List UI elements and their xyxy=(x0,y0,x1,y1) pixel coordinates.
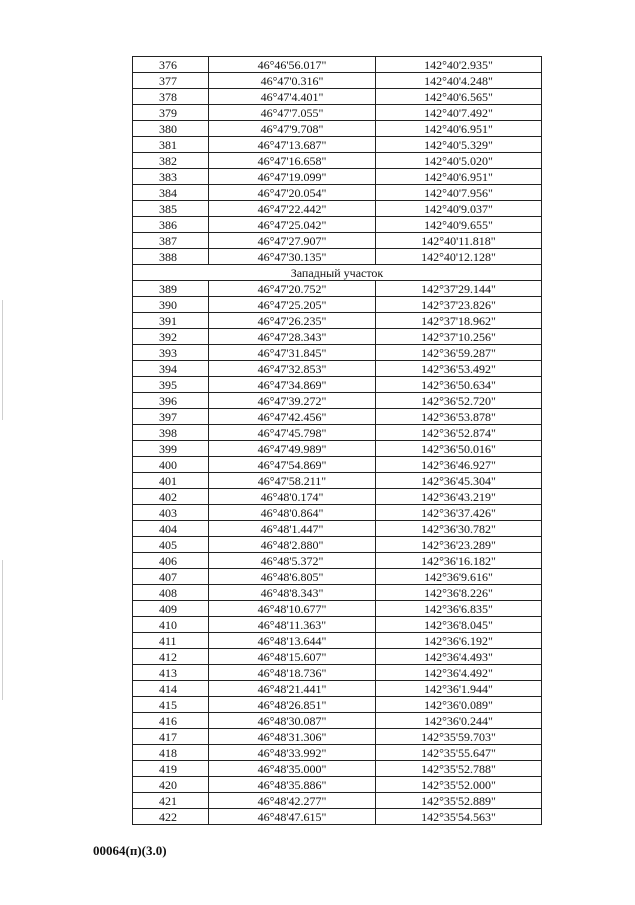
latitude-cell: 46°47'7.055" xyxy=(209,105,376,121)
table-row xyxy=(133,377,542,393)
table-row xyxy=(133,153,542,169)
table-row xyxy=(133,809,542,825)
longitude-cell: 142°36'1.944" xyxy=(376,681,542,697)
latitude-cell: 46°47'32.853" xyxy=(209,361,376,377)
longitude-cell: 142°36'8.226" xyxy=(376,585,542,601)
point-number: 384 xyxy=(133,185,209,201)
latitude-cell: 46°48'15.607" xyxy=(209,649,376,665)
latitude-cell: 46°48'1.447" xyxy=(209,521,376,537)
point-number: 388 xyxy=(133,249,209,265)
latitude-cell: 46°47'13.687" xyxy=(209,137,376,153)
point-number: 399 xyxy=(133,441,209,457)
longitude-cell: 142°36'45.304" xyxy=(376,473,542,489)
point-number: 409 xyxy=(133,601,209,617)
table-row xyxy=(133,569,542,585)
latitude-cell: 46°48'31.306" xyxy=(209,729,376,745)
longitude-cell: 142°37'10.256" xyxy=(376,329,542,345)
latitude-cell: 46°47'45.798" xyxy=(209,425,376,441)
longitude-cell: 142°40'6.951" xyxy=(376,121,542,137)
table-row xyxy=(133,745,542,761)
longitude-cell: 142°35'59.703" xyxy=(376,729,542,745)
longitude-cell: 142°36'59.287" xyxy=(376,345,542,361)
latitude-cell: 46°48'13.644" xyxy=(209,633,376,649)
longitude-cell: 142°40'5.329" xyxy=(376,137,542,153)
table-row xyxy=(133,233,542,249)
longitude-cell: 142°40'2.935" xyxy=(376,57,542,73)
latitude-cell: 46°47'20.054" xyxy=(209,185,376,201)
table-row xyxy=(133,473,542,489)
point-number: 416 xyxy=(133,713,209,729)
latitude-cell: 46°47'26.235" xyxy=(209,313,376,329)
point-number: 382 xyxy=(133,153,209,169)
table-row xyxy=(133,89,542,105)
table-row xyxy=(133,105,542,121)
longitude-cell: 142°36'0.244" xyxy=(376,713,542,729)
table-row xyxy=(133,537,542,553)
point-number: 406 xyxy=(133,553,209,569)
point-number: 389 xyxy=(133,281,209,297)
table-row xyxy=(133,441,542,457)
latitude-cell: 46°47'30.135" xyxy=(209,249,376,265)
longitude-cell: 142°37'18.962" xyxy=(376,313,542,329)
point-number: 412 xyxy=(133,649,209,665)
latitude-cell: 46°47'39.272" xyxy=(209,393,376,409)
point-number: 385 xyxy=(133,201,209,217)
longitude-cell: 142°36'52.720" xyxy=(376,393,542,409)
point-number: 422 xyxy=(133,809,209,825)
table-row xyxy=(133,425,542,441)
upper-section-rows xyxy=(133,57,542,265)
point-number: 408 xyxy=(133,585,209,601)
point-number: 407 xyxy=(133,569,209,585)
longitude-cell: 142°36'53.492" xyxy=(376,361,542,377)
point-number: 400 xyxy=(133,457,209,473)
table-row xyxy=(133,777,542,793)
table-row xyxy=(133,217,542,233)
table-row xyxy=(133,489,542,505)
longitude-cell: 142°35'55.647" xyxy=(376,745,542,761)
point-number: 421 xyxy=(133,793,209,809)
longitude-cell: 142°36'37.426" xyxy=(376,505,542,521)
latitude-cell: 46°47'0.316" xyxy=(209,73,376,89)
point-number: 387 xyxy=(133,233,209,249)
latitude-cell: 46°47'25.042" xyxy=(209,217,376,233)
table-row xyxy=(133,185,542,201)
longitude-cell: 142°37'23.826" xyxy=(376,297,542,313)
point-number: 393 xyxy=(133,345,209,361)
point-number: 401 xyxy=(133,473,209,489)
longitude-cell: 142°36'9.616" xyxy=(376,569,542,585)
latitude-cell: 46°48'21.441" xyxy=(209,681,376,697)
longitude-cell: 142°36'23.289" xyxy=(376,537,542,553)
point-number: 414 xyxy=(133,681,209,697)
longitude-cell: 142°35'52.889" xyxy=(376,793,542,809)
table-row xyxy=(133,697,542,713)
table-row xyxy=(133,313,542,329)
latitude-cell: 46°47'58.211" xyxy=(209,473,376,489)
table-row xyxy=(133,585,542,601)
table-row xyxy=(133,121,542,137)
latitude-cell: 46°47'31.845" xyxy=(209,345,376,361)
table-row xyxy=(133,393,542,409)
longitude-cell: 142°40'6.951" xyxy=(376,169,542,185)
point-number: 376 xyxy=(133,57,209,73)
point-number: 391 xyxy=(133,313,209,329)
longitude-cell: 142°36'52.874" xyxy=(376,425,542,441)
table-row xyxy=(133,345,542,361)
table-row xyxy=(133,361,542,377)
table-row xyxy=(133,457,542,473)
longitude-cell: 142°36'30.782" xyxy=(376,521,542,537)
latitude-cell: 46°48'35.000" xyxy=(209,761,376,777)
point-number: 415 xyxy=(133,697,209,713)
table-row xyxy=(133,601,542,617)
document-code: 00064(п)(3.0) xyxy=(93,843,167,858)
longitude-cell: 142°36'8.045" xyxy=(376,617,542,633)
point-number: 419 xyxy=(133,761,209,777)
latitude-cell: 46°48'35.886" xyxy=(209,777,376,793)
scan-edge-mark xyxy=(2,300,3,420)
point-number: 380 xyxy=(133,121,209,137)
point-number: 383 xyxy=(133,169,209,185)
latitude-cell: 46°47'34.869" xyxy=(209,377,376,393)
latitude-cell: 46°47'54.869" xyxy=(209,457,376,473)
table-row xyxy=(133,793,542,809)
longitude-cell: 142°36'6.835" xyxy=(376,601,542,617)
longitude-cell: 142°40'6.565" xyxy=(376,89,542,105)
latitude-cell: 46°48'18.736" xyxy=(209,665,376,681)
table-row xyxy=(133,665,542,681)
latitude-cell: 46°47'28.343" xyxy=(209,329,376,345)
table-row xyxy=(133,553,542,569)
latitude-cell: 46°48'33.992" xyxy=(209,745,376,761)
longitude-cell: 142°35'52.788" xyxy=(376,761,542,777)
point-number: 390 xyxy=(133,297,209,313)
point-number: 397 xyxy=(133,409,209,425)
point-number: 411 xyxy=(133,633,209,649)
table-row xyxy=(133,57,542,73)
longitude-cell: 142°36'50.016" xyxy=(376,441,542,457)
table-row xyxy=(133,249,542,265)
latitude-cell: 46°47'19.099" xyxy=(209,169,376,185)
latitude-cell: 46°47'9.708" xyxy=(209,121,376,137)
longitude-cell: 142°37'29.144" xyxy=(376,281,542,297)
table-row xyxy=(133,649,542,665)
scan-edge-mark xyxy=(2,560,3,700)
point-number: 405 xyxy=(133,537,209,553)
point-number: 402 xyxy=(133,489,209,505)
point-number: 420 xyxy=(133,777,209,793)
longitude-cell: 142°36'4.493" xyxy=(376,649,542,665)
table-row xyxy=(133,505,542,521)
longitude-cell: 142°36'16.182" xyxy=(376,553,542,569)
table-row xyxy=(133,329,542,345)
point-number: 381 xyxy=(133,137,209,153)
longitude-cell: 142°35'54.563" xyxy=(376,809,542,825)
longitude-cell: 142°40'9.655" xyxy=(376,217,542,233)
point-number: 395 xyxy=(133,377,209,393)
latitude-cell: 46°48'0.864" xyxy=(209,505,376,521)
table-row xyxy=(133,409,542,425)
table-row xyxy=(133,681,542,697)
point-number: 378 xyxy=(133,89,209,105)
latitude-cell: 46°48'47.615" xyxy=(209,809,376,825)
section-header-row-group xyxy=(133,265,542,281)
latitude-cell: 46°47'25.205" xyxy=(209,297,376,313)
table-row xyxy=(133,713,542,729)
table-row xyxy=(133,201,542,217)
point-number: 396 xyxy=(133,393,209,409)
latitude-cell: 46°48'6.805" xyxy=(209,569,376,585)
point-number: 403 xyxy=(133,505,209,521)
latitude-cell: 46°48'0.174" xyxy=(209,489,376,505)
table-row xyxy=(133,633,542,649)
longitude-cell: 142°36'4.492" xyxy=(376,665,542,681)
section-header-row xyxy=(133,265,542,281)
latitude-cell: 46°48'2.880" xyxy=(209,537,376,553)
latitude-cell: 46°47'20.752" xyxy=(209,281,376,297)
point-number: 404 xyxy=(133,521,209,537)
latitude-cell: 46°48'42.277" xyxy=(209,793,376,809)
point-number: 379 xyxy=(133,105,209,121)
longitude-cell: 142°36'0.089" xyxy=(376,697,542,713)
point-number: 394 xyxy=(133,361,209,377)
latitude-cell: 46°47'49.989" xyxy=(209,441,376,457)
table-row xyxy=(133,729,542,745)
point-number: 377 xyxy=(133,73,209,89)
latitude-cell: 46°48'5.372" xyxy=(209,553,376,569)
point-number: 386 xyxy=(133,217,209,233)
latitude-cell: 46°46'56.017" xyxy=(209,57,376,73)
table-row xyxy=(133,137,542,153)
point-number: 398 xyxy=(133,425,209,441)
latitude-cell: 46°47'4.401" xyxy=(209,89,376,105)
table-row xyxy=(133,297,542,313)
table-row xyxy=(133,617,542,633)
longitude-cell: 142°36'43.219" xyxy=(376,489,542,505)
table-row xyxy=(133,521,542,537)
latitude-cell: 46°48'10.677" xyxy=(209,601,376,617)
latitude-cell: 46°48'11.363" xyxy=(209,617,376,633)
longitude-cell: 142°36'6.192" xyxy=(376,633,542,649)
longitude-cell: 142°40'12.128" xyxy=(376,249,542,265)
table-row xyxy=(133,761,542,777)
section-title: Западный участок xyxy=(133,265,542,281)
latitude-cell: 46°47'16.658" xyxy=(209,153,376,169)
table-row xyxy=(133,73,542,89)
point-number: 392 xyxy=(133,329,209,345)
latitude-cell: 46°47'27.907" xyxy=(209,233,376,249)
point-number: 417 xyxy=(133,729,209,745)
latitude-cell: 46°47'22.442" xyxy=(209,201,376,217)
longitude-cell: 142°36'50.634" xyxy=(376,377,542,393)
latitude-cell: 46°47'42.456" xyxy=(209,409,376,425)
latitude-cell: 46°48'30.087" xyxy=(209,713,376,729)
longitude-cell: 142°40'4.248" xyxy=(376,73,542,89)
longitude-cell: 142°40'9.037" xyxy=(376,201,542,217)
longitude-cell: 142°35'52.000" xyxy=(376,777,542,793)
point-number: 413 xyxy=(133,665,209,681)
latitude-cell: 46°48'26.851" xyxy=(209,697,376,713)
west-section-rows xyxy=(133,281,542,825)
point-number: 410 xyxy=(133,617,209,633)
table-row xyxy=(133,169,542,185)
longitude-cell: 142°40'7.492" xyxy=(376,105,542,121)
coordinates-table xyxy=(132,56,542,825)
longitude-cell: 142°36'53.878" xyxy=(376,409,542,425)
longitude-cell: 142°36'46.927" xyxy=(376,457,542,473)
point-number: 418 xyxy=(133,745,209,761)
longitude-cell: 142°40'5.020" xyxy=(376,153,542,169)
longitude-cell: 142°40'11.818" xyxy=(376,233,542,249)
longitude-cell: 142°40'7.956" xyxy=(376,185,542,201)
table-row xyxy=(133,281,542,297)
latitude-cell: 46°48'8.343" xyxy=(209,585,376,601)
